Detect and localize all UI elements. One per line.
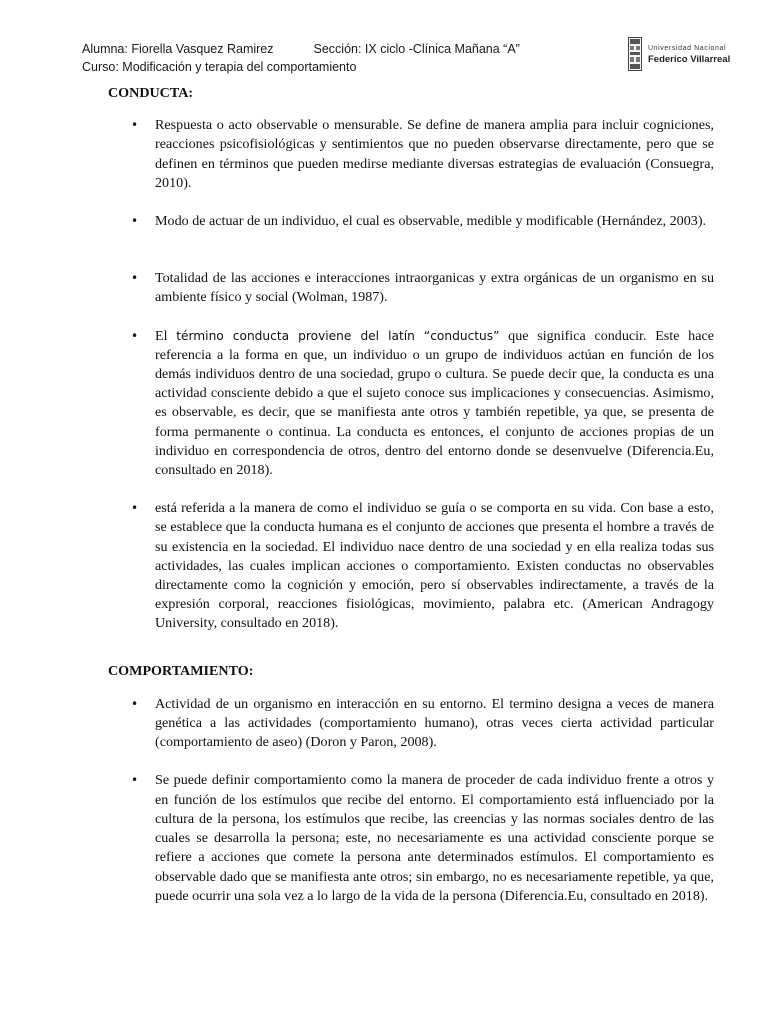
document-body bbox=[108, 84, 714, 906]
section-title-conducta: CONDUCTA: bbox=[108, 85, 194, 101]
list-item: • está referida a la manera de como el individuo se guía o se comporta en su vida. Con base a esto, se establece que la conducta humana es el conjunto de acciones que presenta el hombre a través de su existencia en la sociedad. El individuo nace dentro de una sociedad y en ella realiza todas sus actividades, las cuales implican acciones o comportamiento. Existen conductas no observables directamente como la cognición y emoción, pero sí observables indirectamente, a través de la expresión corporal, reacciones fisiológicas, movimiento, palabra etc. (American Andragogy University, consultado en 2018). bbox=[108, 499, 714, 633]
item-lead-text: El bbox=[155, 327, 168, 344]
comportamiento-list bbox=[108, 695, 714, 906]
university-seal-icon bbox=[628, 37, 642, 71]
section-title-comportamiento: COMPORTAMIENTO: bbox=[108, 662, 254, 679]
list-item: • Se puede definir comportamiento como la manera de proceder de cada individuo frente a otros y en función de los estímulos que recibe del entorno. El comportamiento está influenciado por la cultura de la persona, los estímulos que recibe, las creencias y las normas sociales dentro de las cuales se desarrolla la persona; este, no necesariamente es una actividad consciente porque se refiere a acciones que comete la persona ante determinados estímulos. El comportamiento es observable dado que se manifiesta ante otros; sin embargo, no es necesariamente repetible, ya que, puede ocurrir una sola vez a lo largo de la vida de la persona (Diferencia.Eu, consultado en 2018). bbox=[108, 771, 714, 905]
list-item: • Modo de actuar de un individuo, el cual es observable, medible y modificable (Hernández, 2003). bbox=[108, 212, 714, 231]
student-name: Alumna: Fiorella Vasquez Ramirez bbox=[82, 42, 274, 56]
list-item: • Totalidad de las acciones e interacciones intraorganicas y extra orgánicas de un organismo en su ambiente físico y social (Wolman, 1987). bbox=[108, 269, 714, 307]
conducta-list bbox=[108, 116, 714, 633]
document-header bbox=[82, 40, 520, 76]
logo-line-2: Federico Villarreal bbox=[648, 54, 731, 65]
list-item: • Actividad de un organismo en interacción en su entorno. El termino designa a veces de manera genética a las actividades (comportamiento humano), otras veces cierta actividad particular (comportamiento de aseo) (Doron y Paron, 2008). bbox=[108, 695, 714, 753]
section-info: Sección: IX ciclo -Clínica Mañana “A” bbox=[313, 42, 520, 56]
header-row-1 bbox=[82, 40, 520, 58]
logo-line-1: Universidad Nacional bbox=[648, 45, 727, 52]
list-item bbox=[108, 327, 714, 481]
item-rest-text: que significa conducir. Este hace referencia a la forma en que, un individuo o un grupo de individuos actúan en función de los demás individuos dentro de una sociedad, grupo o cultura. Se puede decir que, la conducta es una actividad consciente debido a que el sujeto conoce sus implicaciones y consecuencias. Asimismo, es observable, es decir, que se manifiesta ante otros y también repetible, ya que, se presenta de forma permanente o continua. La conducta es entonces, el conjunto de acciones propias de un individuo en correspondencia de otros, dentro del entorno donde se desenvuelve (Diferencia.Eu, consultado en 2018). bbox=[155, 327, 714, 479]
item-sans-text: término conducta proviene del latín “conductus” bbox=[176, 328, 500, 343]
list-item: • Respuesta o acto observable o mensurable. Se define de manera amplia para incluir cogniciones, reacciones psicofisiológicas y sentimientos que no pueden observarse directamente, pero que se definen en términos que pueden medirse mediante diversas estrategias de evaluación (Consuegra, 2010). bbox=[108, 116, 714, 193]
course-name: Curso: Modificación y terapia del comportamiento bbox=[82, 60, 357, 74]
university-logo bbox=[628, 36, 736, 72]
header-row-2 bbox=[82, 58, 520, 76]
